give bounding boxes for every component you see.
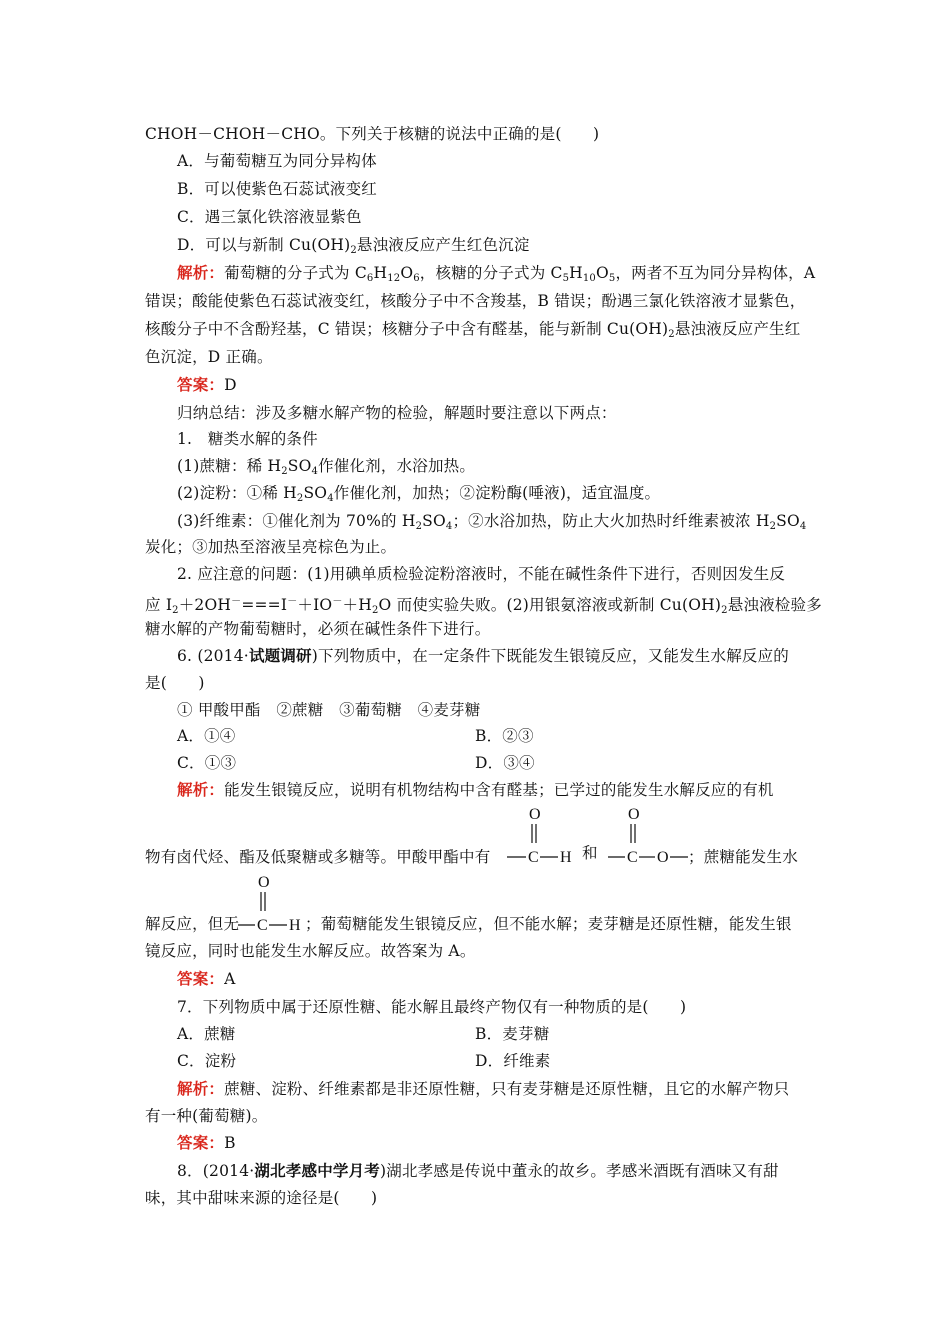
option-c: C．遇三氯化铁溶液显紫色 (177, 208, 362, 226)
analysis6-line-2-tail: ；蔗糖能发生水 (688, 848, 798, 866)
question7-options-cd (177, 1051, 842, 1071)
question8-stem: 8．(2014·湖北孝感中学月考)湖北孝感是传说中董永的故乡。孝感米酒既有酒味又有甜 (177, 1161, 779, 1180)
question6-stem: 6. (2014·试题调研)下列物质中，在一定条件下既能发生银镜反应，又能发生水解反应的 (177, 646, 789, 665)
summary-sucrose: (1)蔗糖：稀 $H_2SO_4$作催化剂，水浴加热。 (177, 457, 476, 477)
svg-text:C: C (257, 917, 268, 934)
analysis-line-2: 错误；酸能使紫色石蕊试液变红，核酸分子中不含羧基，B 错误；酚遇三氯化铁溶液才显紫色， (145, 292, 806, 310)
q7-option-b: B．麦芽糖 (475, 1025, 550, 1043)
q7-option-d: D．纤维素 (475, 1052, 551, 1070)
answer-line-5: 答案：D (177, 375, 237, 394)
analysis7-line-2: 有一种(葡萄糖)。 (145, 1107, 268, 1125)
summary-cellulose-cont: 炭化；③加热至溶液呈亮棕色为止。 (145, 538, 397, 556)
q6-option-b: B．②③ (475, 727, 534, 745)
answer-line-6: 答案：A (177, 969, 236, 988)
q7-option-a: A．蔗糖 (177, 1025, 236, 1043)
summary-point-1: 1. 糖类水解的条件 (177, 430, 318, 448)
analysis-label: 解析： (177, 263, 225, 282)
question7-stem: 7．下列物质中属于还原性糖、能水解且最终产物仅有一种物质的是( ) (177, 998, 687, 1016)
svg-text:H: H (289, 917, 301, 934)
svg-text:O: O (657, 849, 669, 866)
question7-options-ab (177, 1024, 842, 1044)
analysis-line-3: 核酸分子中不含酚羟基，C 错误；核糖分子中含有醛基，能与新制 $Cu(OH)_2$悬浊液反应产生红 (145, 320, 801, 340)
q7-option-c: C．淀粉 (177, 1052, 237, 1070)
summary-cellulose: (3)纤维素：①催化剂为 70%的 $H_2SO_4$；②水浴加热，防止大火加热时纤维素被浓 $H_2SO_4$ (177, 512, 807, 532)
summary-starch: (2)淀粉：①稀 $H_2SO_4$作催化剂，加热；②淀粉酶(唾液)，适宜温度。 (177, 484, 661, 504)
summary-point-2-line-3: 糖水解的产物葡萄糖时，必须在碱性条件下进行。 (145, 620, 491, 638)
question6-stem-cont: 是( ) (145, 674, 205, 692)
analysis6-line-2: 物有卤代烃、酯及低聚糖或多糖等。甲酸甲酯中有 (145, 848, 491, 866)
question5-stem-tail: CHOH－CHOH－CHO。下列关于核糖的说法中正确的是( ) (145, 125, 600, 143)
summary-point-2-line-2: 应 $I_2+2OH^-===I^-+IO^-+H_2O$ 而使实验失败。(2)用银氨溶液或新制 $Cu(OH)_2$悬浊液检验多 (145, 596, 822, 616)
answer-line-7: 答案：B (177, 1133, 236, 1152)
option-b: B．可以使紫色石蕊试液变红 (177, 180, 377, 198)
svg-text:O: O (529, 806, 541, 823)
svg-text:C: C (627, 849, 638, 866)
analysis6-line-3-head: 解反应，但无 (145, 915, 240, 933)
svg-text:H: H (560, 849, 572, 866)
summary-heading: 归纳总结：涉及多糖水解产物的检验，解题时要注意以下两点： (177, 404, 617, 422)
and-connector: 和 (582, 844, 598, 862)
svg-text:C: C (528, 849, 539, 866)
q6-option-a: A．①④ (177, 727, 236, 745)
q6-option-d: D．③④ (475, 754, 535, 772)
analysis7-line-1: 解析：蔗糖、淀粉、纤维素都是非还原性糖，只有麦芽糖是还原性糖，且它的水解产物只 (177, 1079, 790, 1098)
question6-options-cd (177, 753, 842, 773)
question6-items: ① 甲酸甲酯 ②蔗糖 ③葡萄糖 ④麦芽糖 (177, 701, 481, 719)
question8-stem-cont: 味，其中甜味来源的途径是( ) (145, 1189, 378, 1207)
q6-option-c: C．①③ (177, 754, 237, 772)
question6-options-ab (177, 726, 842, 746)
analysis6-line-4: 镜反应，同时也能发生水解反应。故答案为 A。 (145, 942, 476, 960)
analysis6-line-3-tail: ；葡萄糖能发生银镜反应，但不能水解；麦芽糖是还原性糖，能发生银 (305, 915, 792, 933)
option-a: A．与葡萄糖互为同分异构体 (177, 152, 377, 170)
analysis6-line-1: 解析：能发生银镜反应，说明有机物结构中含有醛基；已学过的能发生水解反应的有机 (177, 780, 774, 799)
svg-text:O: O (258, 874, 270, 891)
option-d: D．可以与新制 $Cu(OH)_2$悬浊液反应产生红色沉淀 (177, 236, 530, 256)
svg-text:O: O (628, 806, 640, 823)
summary-point-2: 2. 应注意的问题：(1)用碘单质检验淀粉溶液时，不能在碱性条件下进行，否则因发生反 (177, 565, 786, 583)
analysis-line-4: 色沉淀，D 正确。 (145, 348, 273, 366)
answer-label: 答案： (177, 375, 225, 394)
ester-group-structure (606, 800, 696, 870)
analysis-line-1: 解析：葡萄糖的分子式为 $C_6H_{12}O_6$，核糖的分子式为 $C_5H_{10}O_5$，两者不互为同分异构体，A (177, 263, 816, 284)
